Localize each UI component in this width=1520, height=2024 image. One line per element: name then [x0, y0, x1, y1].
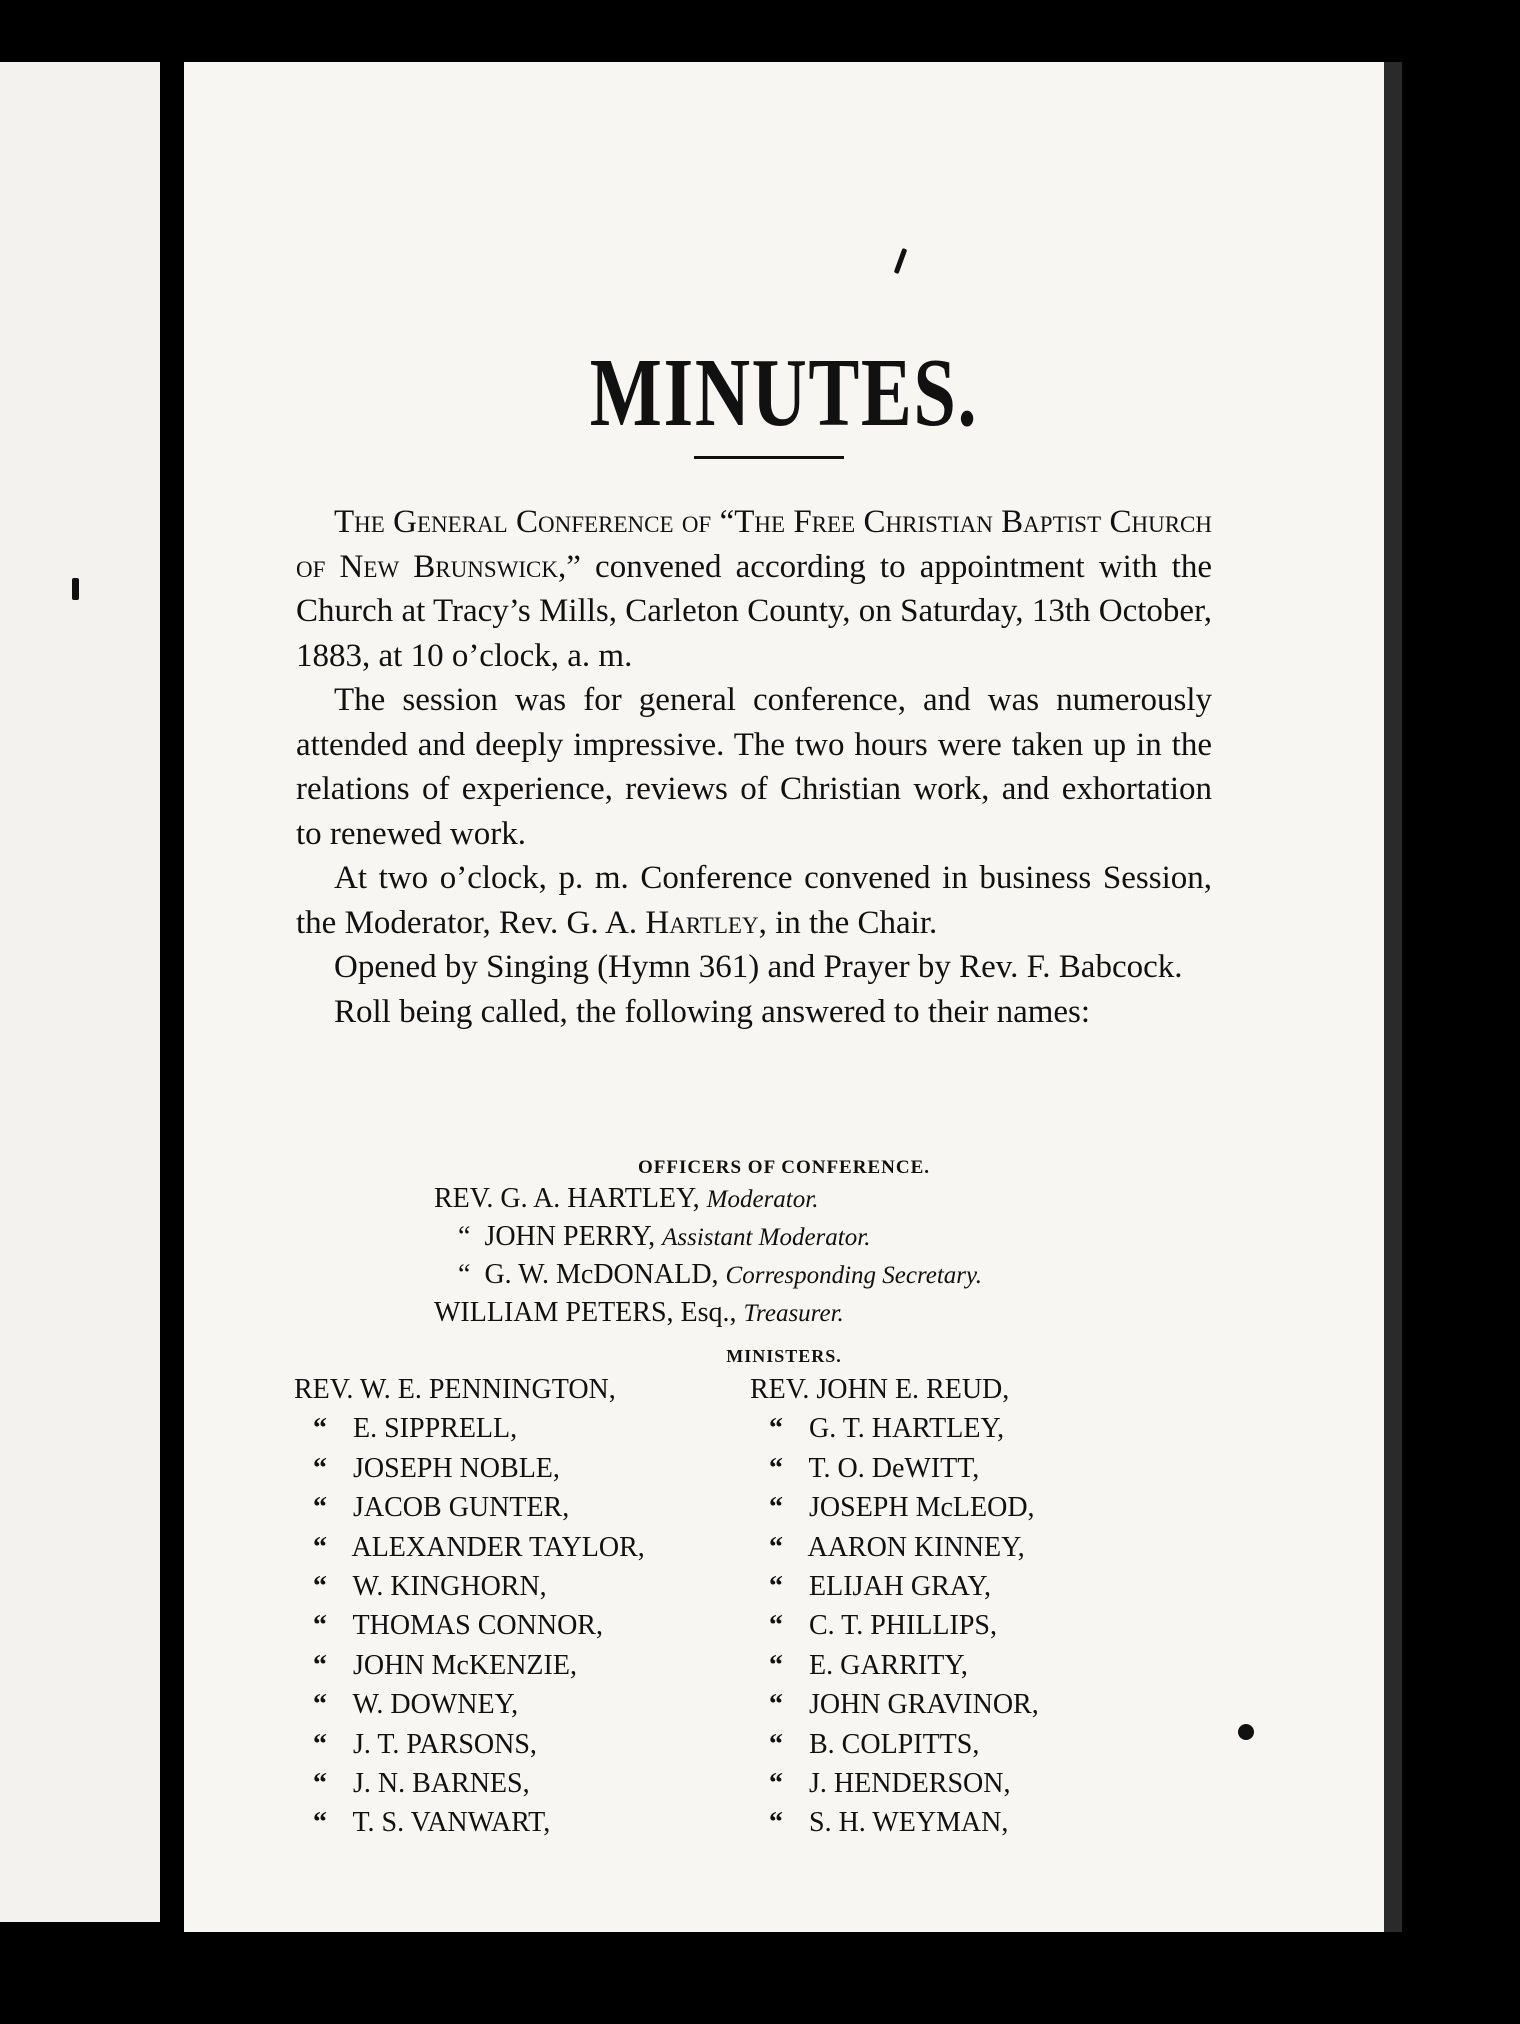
ditto-mark: “: [313, 1807, 327, 1839]
officer-role: Moderator.: [706, 1186, 819, 1213]
scan-speck: [72, 578, 79, 600]
ministers-column-left: [294, 1370, 645, 1843]
minister-name: W. E. PENNINGTON,: [359, 1374, 616, 1405]
title-rule: [694, 456, 844, 459]
document-page: [184, 62, 1384, 1932]
officer-name: G. W. McDONALD,: [484, 1259, 719, 1290]
officer-name: JOHN PERRY,: [484, 1221, 656, 1252]
minister-name: JOSEPH NOBLE,: [353, 1452, 560, 1484]
ditto-mark: “: [769, 1610, 783, 1642]
ditto-mark: “: [769, 1689, 783, 1721]
ditto-mark: “: [313, 1452, 327, 1484]
ditto-mark: “: [313, 1492, 327, 1524]
minister-entry: [294, 1606, 645, 1645]
minister-entry: [750, 1409, 1039, 1448]
minister-entry: [750, 1606, 1039, 1645]
officer-line: [434, 1297, 844, 1329]
minister-name: B. COLPITTS,: [809, 1728, 980, 1760]
minister-entry: [750, 1488, 1039, 1527]
ditto-mark: “: [769, 1570, 783, 1602]
paragraph-opening-prayer: Opened by Singing (Hymn 361) and Prayer by Rev. F. Babcock.: [334, 949, 1183, 985]
minister-name: C. T. PHILLIPS,: [809, 1610, 997, 1642]
minister-name: ELIJAH GRAY,: [809, 1570, 992, 1602]
minister-name: E. SIPPRELL,: [353, 1413, 518, 1445]
minister-entry: [750, 1646, 1039, 1685]
ditto-mark: “: [313, 1649, 327, 1681]
minister-entry: [294, 1370, 645, 1409]
minister-name: J. HENDERSON,: [809, 1767, 1011, 1799]
scan-speck: [894, 248, 908, 274]
minister-entry: [750, 1725, 1039, 1764]
ditto-mark: “: [769, 1492, 783, 1524]
ministers-column-right: [750, 1370, 1039, 1843]
minister-entry: [294, 1488, 645, 1527]
minister-entry: [750, 1567, 1039, 1606]
minister-prefix: REV.: [294, 1374, 354, 1405]
minister-prefix: REV.: [750, 1374, 810, 1405]
officer-line: [458, 1259, 982, 1291]
minister-name: G. T. HARTLEY,: [809, 1413, 1005, 1445]
officer-role: Corresponding Secretary.: [725, 1262, 983, 1289]
business-text-b: , in the Chair.: [758, 904, 938, 941]
paragraph-opening: [296, 500, 1212, 678]
ditto-mark: “: [313, 1531, 327, 1563]
officer-prefix: “: [458, 1221, 471, 1252]
minister-name: E. GARRITY,: [809, 1649, 968, 1681]
minister-entry: [750, 1370, 1039, 1409]
minister-entry: [294, 1725, 645, 1764]
facing-page-edge: [0, 62, 160, 1922]
minister-name: T. O. DeWITT,: [808, 1452, 980, 1484]
officer-line: [458, 1221, 870, 1253]
paragraph-session: The session was for general conference, and was numerously attended and deeply impressive. The two hours were taken up in the relations of experience, reviews of Christian work, and exhortation to renewed work.: [296, 682, 1212, 852]
page-edge-shadow: [1384, 62, 1402, 1932]
minister-name: AARON KINNEY,: [807, 1531, 1025, 1563]
minister-name: ALEXANDER TAYLOR,: [351, 1531, 645, 1563]
officer-prefix: “: [458, 1259, 471, 1290]
ditto-mark: “: [769, 1649, 783, 1681]
ditto-mark: “: [769, 1531, 783, 1563]
page-title: MINUTES.: [589, 339, 979, 447]
minister-name: THOMAS CONNOR,: [352, 1610, 603, 1642]
minister-entry: [294, 1528, 645, 1567]
minister-entry: [750, 1449, 1039, 1488]
minister-name: T. S. VANWART,: [352, 1807, 551, 1839]
minister-entry: [750, 1764, 1039, 1803]
minister-name: S. H. WEYMAN,: [809, 1807, 1009, 1839]
minister-name: W. DOWNEY,: [352, 1689, 519, 1721]
minister-entry: [294, 1409, 645, 1448]
business-text-a: At two o’clock, p. m. Conference convened in business Session, the Moderator, Rev. G. A.: [296, 860, 1212, 941]
minutes-body: [296, 500, 1212, 1034]
minister-name: JOHN McKENZIE,: [353, 1649, 577, 1681]
binding-gutter: [160, 62, 184, 1922]
ministers-heading: MINISTERS.: [726, 1346, 842, 1366]
minister-name: J. T. PARSONS,: [353, 1728, 537, 1760]
ditto-mark: “: [769, 1807, 783, 1839]
minister-entry: [294, 1764, 645, 1803]
minister-entry: [294, 1803, 645, 1842]
minister-entry: [294, 1567, 645, 1606]
minister-entry: [750, 1528, 1039, 1567]
ditto-mark: “: [769, 1767, 783, 1799]
ditto-mark: “: [313, 1689, 327, 1721]
minister-entry: [750, 1685, 1039, 1724]
officer-role: Treasurer.: [743, 1300, 844, 1327]
officer-line: [434, 1183, 818, 1215]
ditto-mark: “: [313, 1767, 327, 1799]
officer-role: Assistant Moderator.: [662, 1224, 871, 1251]
minister-name: JOHN GRAVINOR,: [809, 1689, 1039, 1721]
officers-heading: OFFICERS OF CONFERENCE.: [637, 1157, 930, 1178]
minister-name: JOSEPH McLEOD,: [809, 1492, 1035, 1524]
paragraph-business: [296, 856, 1212, 945]
paragraph-roll-call: Roll being called, the following answered to their names:: [334, 993, 1091, 1030]
officer-name: WILLIAM PETERS, Esq.,: [434, 1297, 737, 1328]
ditto-mark: “: [313, 1570, 327, 1602]
ditto-mark: “: [313, 1413, 327, 1445]
scan-speck: [1238, 1724, 1254, 1740]
officer-prefix: REV.: [434, 1183, 494, 1214]
minister-entry: [294, 1685, 645, 1724]
minister-entry: [294, 1646, 645, 1685]
ditto-mark: “: [769, 1413, 783, 1445]
business-moderator-name: Hartley: [645, 904, 759, 941]
ditto-mark: “: [769, 1728, 783, 1760]
opening-small-caps: The General Conference of “The Free Christian Baptist Church of New Brunswick,”: [296, 504, 1212, 585]
opening-rest: convened according to appointment with the Church at Tracy’s Mills, Carleton County, on Saturday, 13th October, 1883, at 10 o’clock, a. m.: [296, 548, 1212, 674]
ditto-mark: “: [313, 1728, 327, 1760]
ditto-mark: “: [313, 1610, 327, 1642]
minister-name: J. N. BARNES,: [353, 1767, 530, 1799]
minister-name: JACOB GUNTER,: [353, 1492, 570, 1524]
minister-entry: [294, 1449, 645, 1488]
minister-name: W. KINGHORN,: [352, 1570, 547, 1602]
officer-name: G. A. HARTLEY,: [500, 1183, 700, 1214]
minister-entry: [750, 1803, 1039, 1842]
minister-name: JOHN E. REUD,: [816, 1374, 1010, 1405]
ditto-mark: “: [769, 1452, 783, 1484]
